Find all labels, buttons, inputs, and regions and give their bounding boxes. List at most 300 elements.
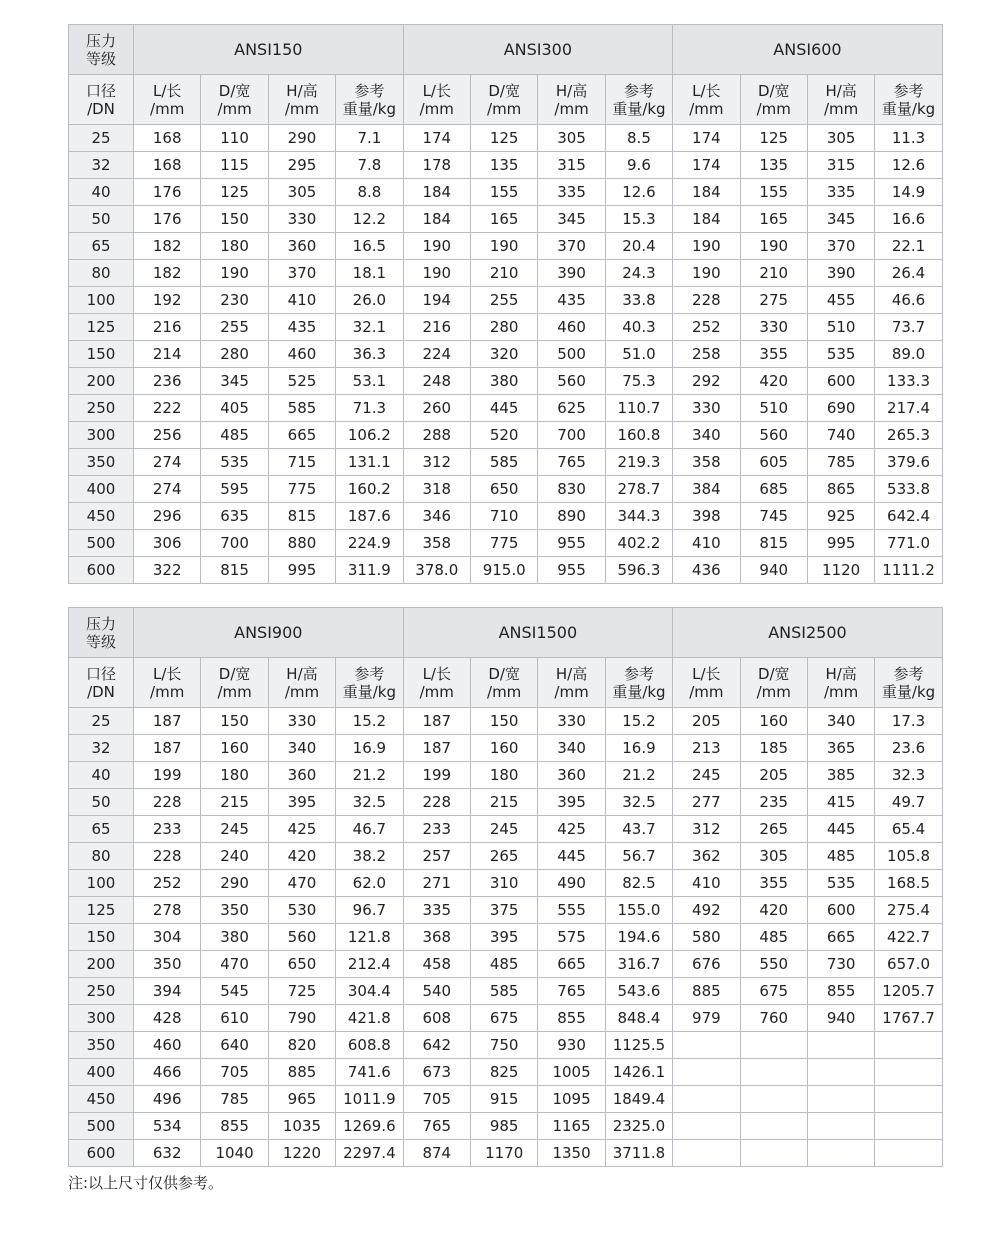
table-cell (807, 1032, 874, 1059)
table-cell (673, 1113, 740, 1140)
table-cell: 940 (740, 557, 807, 584)
dn-value: 150 (69, 924, 134, 951)
table-cell: 292 (673, 368, 740, 395)
column-header (875, 75, 942, 125)
table-cell: 150 (201, 206, 268, 233)
table-cell: 340 (268, 735, 335, 762)
table-cell: 176 (134, 179, 201, 206)
table-cell: 460 (268, 341, 335, 368)
dn-value: 200 (69, 951, 134, 978)
table-cell: 635 (201, 503, 268, 530)
table-cell: 355 (740, 341, 807, 368)
table-cell: 1035 (268, 1113, 335, 1140)
table-row (69, 843, 943, 870)
table-cell: 16.6 (875, 206, 942, 233)
table-cell: 500 (538, 341, 605, 368)
table-cell: 1767.7 (875, 1005, 942, 1032)
table-cell: 380 (470, 368, 537, 395)
dn-value: 600 (69, 1140, 134, 1167)
table-cell: 182 (134, 260, 201, 287)
table-cell: 700 (201, 530, 268, 557)
column-header-line: L/长 (692, 664, 721, 683)
pressure-class-label-line: 压力 (85, 614, 116, 633)
table-cell: 510 (807, 314, 874, 341)
dn-value: 32 (69, 735, 134, 762)
column-header-line: H/高 (555, 664, 588, 683)
table-cell: 49.7 (875, 789, 942, 816)
table-cell: 65.4 (875, 816, 942, 843)
table-cell: 265 (470, 843, 537, 870)
table-cell: 205 (740, 762, 807, 789)
table-cell: 24.3 (605, 260, 672, 287)
table-cell: 205 (673, 708, 740, 735)
table-cell: 275 (740, 287, 807, 314)
table-cell: 855 (201, 1113, 268, 1140)
table-cell: 224 (403, 341, 470, 368)
table-cell: 150 (470, 708, 537, 735)
table-cell: 785 (807, 449, 874, 476)
table-cell: 673 (403, 1059, 470, 1086)
table-cell: 340 (538, 735, 605, 762)
table-cell: 979 (673, 1005, 740, 1032)
column-header-line: 重量/kg (612, 682, 666, 701)
table-cell: 490 (538, 870, 605, 897)
table-cell: 258 (673, 341, 740, 368)
table-row (69, 708, 943, 735)
table-cell: 335 (807, 179, 874, 206)
table-cell: 890 (538, 503, 605, 530)
table-cell: 38.2 (336, 843, 403, 870)
dn-value: 450 (69, 1086, 134, 1113)
table-cell: 160.8 (605, 422, 672, 449)
table-cell: 820 (268, 1032, 335, 1059)
table-cell: 865 (807, 476, 874, 503)
dn-value: 350 (69, 449, 134, 476)
column-header (268, 658, 335, 708)
table-cell: 26.0 (336, 287, 403, 314)
table-cell: 415 (807, 789, 874, 816)
table-cell: 771.0 (875, 530, 942, 557)
table-cell: 445 (538, 843, 605, 870)
footnote: 注:以上尺寸仅供参考。 (68, 1174, 224, 1192)
table-cell: 422.7 (875, 924, 942, 951)
table-cell: 640 (201, 1032, 268, 1059)
table-cell: 2297.4 (336, 1140, 403, 1167)
table-row (69, 152, 943, 179)
table-cell: 370 (807, 233, 874, 260)
table-cell: 492 (673, 897, 740, 924)
table-cell: 316.7 (605, 951, 672, 978)
table-cell: 1005 (538, 1059, 605, 1086)
table-cell: 7.1 (336, 125, 403, 152)
column-header-line: /mm (150, 99, 185, 118)
table-cell (875, 1032, 942, 1059)
table-cell: 15.2 (605, 708, 672, 735)
table-cell: 420 (268, 843, 335, 870)
table-row (69, 816, 943, 843)
table-cell: 368 (403, 924, 470, 951)
table-cell: 322 (134, 557, 201, 584)
table-cell: 160 (201, 735, 268, 762)
table-cell: 12.6 (875, 152, 942, 179)
table-cell: 765 (538, 449, 605, 476)
table-cell (807, 1113, 874, 1140)
table-cell: 730 (807, 951, 874, 978)
table-cell: 885 (268, 1059, 335, 1086)
table-cell: 535 (807, 341, 874, 368)
table-row (69, 179, 943, 206)
table-cell: 428 (134, 1005, 201, 1032)
table-cell: 378.0 (403, 557, 470, 584)
table-cell: 575 (538, 924, 605, 951)
table-cell: 214 (134, 341, 201, 368)
table-cell: 310 (470, 870, 537, 897)
table-cell: 187 (403, 708, 470, 735)
table-cell: 379.6 (875, 449, 942, 476)
table-cell: 485 (470, 951, 537, 978)
table-cell: 760 (740, 1005, 807, 1032)
table-cell: 370 (538, 233, 605, 260)
table-cell: 96.7 (336, 897, 403, 924)
table-cell: 222 (134, 395, 201, 422)
column-header-line: D/宽 (218, 81, 251, 100)
dn-value: 80 (69, 843, 134, 870)
table-cell: 230 (201, 287, 268, 314)
table-cell: 355 (740, 870, 807, 897)
table-cell: 955 (538, 530, 605, 557)
table-cell (807, 1086, 874, 1113)
column-header-line: D/宽 (218, 664, 251, 683)
column-header (134, 75, 201, 125)
dn-value: 80 (69, 260, 134, 287)
dn-value: 250 (69, 978, 134, 1005)
table-cell: 346 (403, 503, 470, 530)
dn-label (69, 658, 134, 708)
table-cell: 345 (807, 206, 874, 233)
column-header-line: 重量/kg (881, 682, 936, 701)
table-cell: 278 (134, 897, 201, 924)
table-cell: 530 (268, 897, 335, 924)
table-cell: 665 (538, 951, 605, 978)
table-cell: 1011.9 (336, 1086, 403, 1113)
column-header-line: /mm (217, 99, 252, 118)
table-cell (673, 1032, 740, 1059)
table-cell: 466 (134, 1059, 201, 1086)
column-header-line: 重量/kg (342, 99, 396, 118)
table-cell: 560 (538, 368, 605, 395)
table-cell: 585 (470, 449, 537, 476)
table-cell: 17.3 (875, 708, 942, 735)
dn-value: 400 (69, 1059, 134, 1086)
table-row (69, 870, 943, 897)
dn-value: 125 (69, 897, 134, 924)
column-header (403, 75, 470, 125)
table-cell: 155 (470, 179, 537, 206)
table-cell: 280 (201, 341, 268, 368)
table-cell: 930 (538, 1032, 605, 1059)
table-cell: 168 (134, 125, 201, 152)
column-header-line: L/长 (422, 664, 451, 683)
table-cell: 1350 (538, 1140, 605, 1167)
table-cell: 1426.1 (605, 1059, 672, 1086)
pressure-class-label (69, 25, 134, 75)
table-cell: 305 (740, 843, 807, 870)
table-cell: 165 (470, 206, 537, 233)
table-cell: 75.3 (605, 368, 672, 395)
table-cell: 190 (740, 233, 807, 260)
dn-value: 25 (69, 708, 134, 735)
table-cell: 275.4 (875, 897, 942, 924)
dn-label-line: /DN (87, 99, 115, 118)
table-cell: 330 (268, 708, 335, 735)
column-header-line: 参考 (893, 664, 924, 683)
column-header-line: /mm (487, 682, 522, 701)
table-cell: 265.3 (875, 422, 942, 449)
table-cell: 710 (470, 503, 537, 530)
table-cell: 470 (201, 951, 268, 978)
table-cell (740, 1086, 807, 1113)
column-header-line: /mm (554, 99, 589, 118)
column-header (605, 658, 672, 708)
table-cell: 610 (201, 1005, 268, 1032)
table-row (69, 422, 943, 449)
table-cell: 23.6 (875, 735, 942, 762)
table-cell: 360 (538, 762, 605, 789)
table-cell: 115 (201, 152, 268, 179)
table-cell: 133.3 (875, 368, 942, 395)
table-cell: 995 (268, 557, 335, 584)
column-header-line: /mm (284, 682, 320, 701)
column-header-line: H/高 (286, 81, 318, 100)
column-header-line: H/高 (555, 81, 588, 100)
table-cell: 358 (403, 530, 470, 557)
table-cell: 705 (403, 1086, 470, 1113)
column-header-line: /mm (554, 682, 589, 701)
table-cell: 425 (538, 816, 605, 843)
dn-label-line: 口径 (85, 664, 116, 683)
table-cell: 62.0 (336, 870, 403, 897)
table-cell: 880 (268, 530, 335, 557)
table-cell: 700 (538, 422, 605, 449)
table-cell: 940 (807, 1005, 874, 1032)
table-cell: 715 (268, 449, 335, 476)
table-row (69, 978, 943, 1005)
table-cell: 305 (807, 125, 874, 152)
column-header-line: /mm (217, 682, 252, 701)
table-cell: 180 (201, 762, 268, 789)
table-cell: 380 (201, 924, 268, 951)
table-cell: 233 (134, 816, 201, 843)
table-cell: 395 (470, 924, 537, 951)
table-row (69, 924, 943, 951)
column-header-line: /mm (689, 99, 724, 118)
table-cell: 271 (403, 870, 470, 897)
table-cell: 245 (673, 762, 740, 789)
table-cell: 360 (268, 762, 335, 789)
table-cell: 1111.2 (875, 557, 942, 584)
column-header (538, 658, 605, 708)
column-header (134, 658, 201, 708)
table-cell: 213 (673, 735, 740, 762)
column-header (336, 658, 403, 708)
table-cell: 165 (740, 206, 807, 233)
table-cell: 340 (673, 422, 740, 449)
table-cell: 11.3 (875, 125, 942, 152)
table-cell: 190 (673, 233, 740, 260)
table-row (69, 1005, 943, 1032)
table-cell: 217.4 (875, 395, 942, 422)
table-cell: 725 (268, 978, 335, 1005)
dn-value: 200 (69, 368, 134, 395)
table-cell: 240 (201, 843, 268, 870)
column-header (268, 75, 335, 125)
table-cell: 36.3 (336, 341, 403, 368)
table-row (69, 314, 943, 341)
table-cell: 625 (538, 395, 605, 422)
table-cell: 384 (673, 476, 740, 503)
column-header-line: /mm (823, 99, 859, 118)
table-cell: 277 (673, 789, 740, 816)
dn-value: 40 (69, 762, 134, 789)
column-header-line: L/长 (152, 664, 182, 683)
table-cell: 965 (268, 1086, 335, 1113)
table-cell: 608.8 (336, 1032, 403, 1059)
table-cell: 248 (403, 368, 470, 395)
table-cell: 265 (740, 816, 807, 843)
table-cell: 470 (268, 870, 335, 897)
table-cell: 410 (673, 870, 740, 897)
table-cell: 32.5 (605, 789, 672, 816)
table-cell: 43.7 (605, 816, 672, 843)
table-cell (875, 1086, 942, 1113)
column-header-line: /mm (756, 99, 791, 118)
table-cell: 344.3 (605, 503, 672, 530)
table-cell: 174 (673, 152, 740, 179)
table-cell: 56.7 (605, 843, 672, 870)
table-cell: 458 (403, 951, 470, 978)
table-cell: 160 (740, 708, 807, 735)
table-cell: 233 (403, 816, 470, 843)
table-cell: 1170 (470, 1140, 537, 1167)
table-cell: 290 (201, 870, 268, 897)
table-cell: 3711.8 (605, 1140, 672, 1167)
dn-value: 25 (69, 125, 134, 152)
table-cell: 815 (268, 503, 335, 530)
pressure-class-header: ANSI900 (134, 608, 404, 658)
dn-value: 500 (69, 530, 134, 557)
table-cell: 650 (268, 951, 335, 978)
table-row (69, 1140, 943, 1167)
table-cell: 765 (403, 1113, 470, 1140)
table-cell: 185 (740, 735, 807, 762)
table-cell: 394 (134, 978, 201, 1005)
table-cell: 82.5 (605, 870, 672, 897)
table-cell: 12.6 (605, 179, 672, 206)
table-cell: 750 (470, 1032, 537, 1059)
table-cell: 855 (807, 978, 874, 1005)
table-row (69, 125, 943, 152)
column-header-line: D/宽 (488, 81, 520, 100)
table-cell: 675 (740, 978, 807, 1005)
column-header-line: 参考 (354, 81, 385, 100)
table-cell: 1220 (268, 1140, 335, 1167)
pressure-class-label-line: 等级 (85, 632, 116, 651)
dn-value: 100 (69, 870, 134, 897)
table-cell: 685 (740, 476, 807, 503)
column-header-line: /mm (284, 99, 320, 118)
table-cell: 190 (673, 260, 740, 287)
table-cell: 121.8 (336, 924, 403, 951)
table-row (69, 557, 943, 584)
dn-value: 65 (69, 233, 134, 260)
table-cell (673, 1086, 740, 1113)
table-cell: 405 (201, 395, 268, 422)
dn-value: 350 (69, 1032, 134, 1059)
table-cell: 435 (538, 287, 605, 314)
table-cell: 296 (134, 503, 201, 530)
table-cell: 135 (740, 152, 807, 179)
table-cell: 210 (470, 260, 537, 287)
table-cell: 410 (673, 530, 740, 557)
table-cell: 190 (201, 260, 268, 287)
table-cell: 595 (201, 476, 268, 503)
dn-value: 65 (69, 816, 134, 843)
table-cell: 360 (268, 233, 335, 260)
dn-value: 300 (69, 1005, 134, 1032)
table-cell: 1040 (201, 1140, 268, 1167)
table-cell: 460 (538, 314, 605, 341)
table-cell: 131.1 (336, 449, 403, 476)
table-cell: 190 (403, 260, 470, 287)
table-cell: 184 (403, 206, 470, 233)
table-cell: 775 (470, 530, 537, 557)
table-cell: 210 (740, 260, 807, 287)
table-cell: 915.0 (470, 557, 537, 584)
table-cell: 580 (673, 924, 740, 951)
table-cell: 53.1 (336, 368, 403, 395)
table-row (69, 1113, 943, 1140)
header-row-columns (69, 75, 943, 125)
table-row (69, 233, 943, 260)
header-row-pressure (69, 608, 943, 658)
table-cell: 194.6 (605, 924, 672, 951)
pressure-class-header: ANSI600 (673, 25, 943, 75)
table-cell: 9.6 (605, 152, 672, 179)
table-cell: 12.2 (336, 206, 403, 233)
table-cell: 18.1 (336, 260, 403, 287)
table-cell: 775 (268, 476, 335, 503)
table-cell: 395 (538, 789, 605, 816)
column-header-line: D/宽 (488, 664, 520, 683)
table-cell: 740 (807, 422, 874, 449)
table-cell (740, 1113, 807, 1140)
table-cell: 535 (201, 449, 268, 476)
table-cell: 212.4 (336, 951, 403, 978)
table-row (69, 1032, 943, 1059)
table-cell: 596.3 (605, 557, 672, 584)
table-cell: 21.2 (605, 762, 672, 789)
table-cell: 178 (403, 152, 470, 179)
table-cell: 585 (470, 978, 537, 1005)
table-cell: 155 (740, 179, 807, 206)
table-cell: 420 (740, 368, 807, 395)
table-cell: 421.8 (336, 1005, 403, 1032)
table-cell: 216 (403, 314, 470, 341)
dn-value: 40 (69, 179, 134, 206)
column-header-line: /mm (150, 682, 185, 701)
column-header-line: 参考 (893, 81, 924, 100)
table-cell: 657.0 (875, 951, 942, 978)
